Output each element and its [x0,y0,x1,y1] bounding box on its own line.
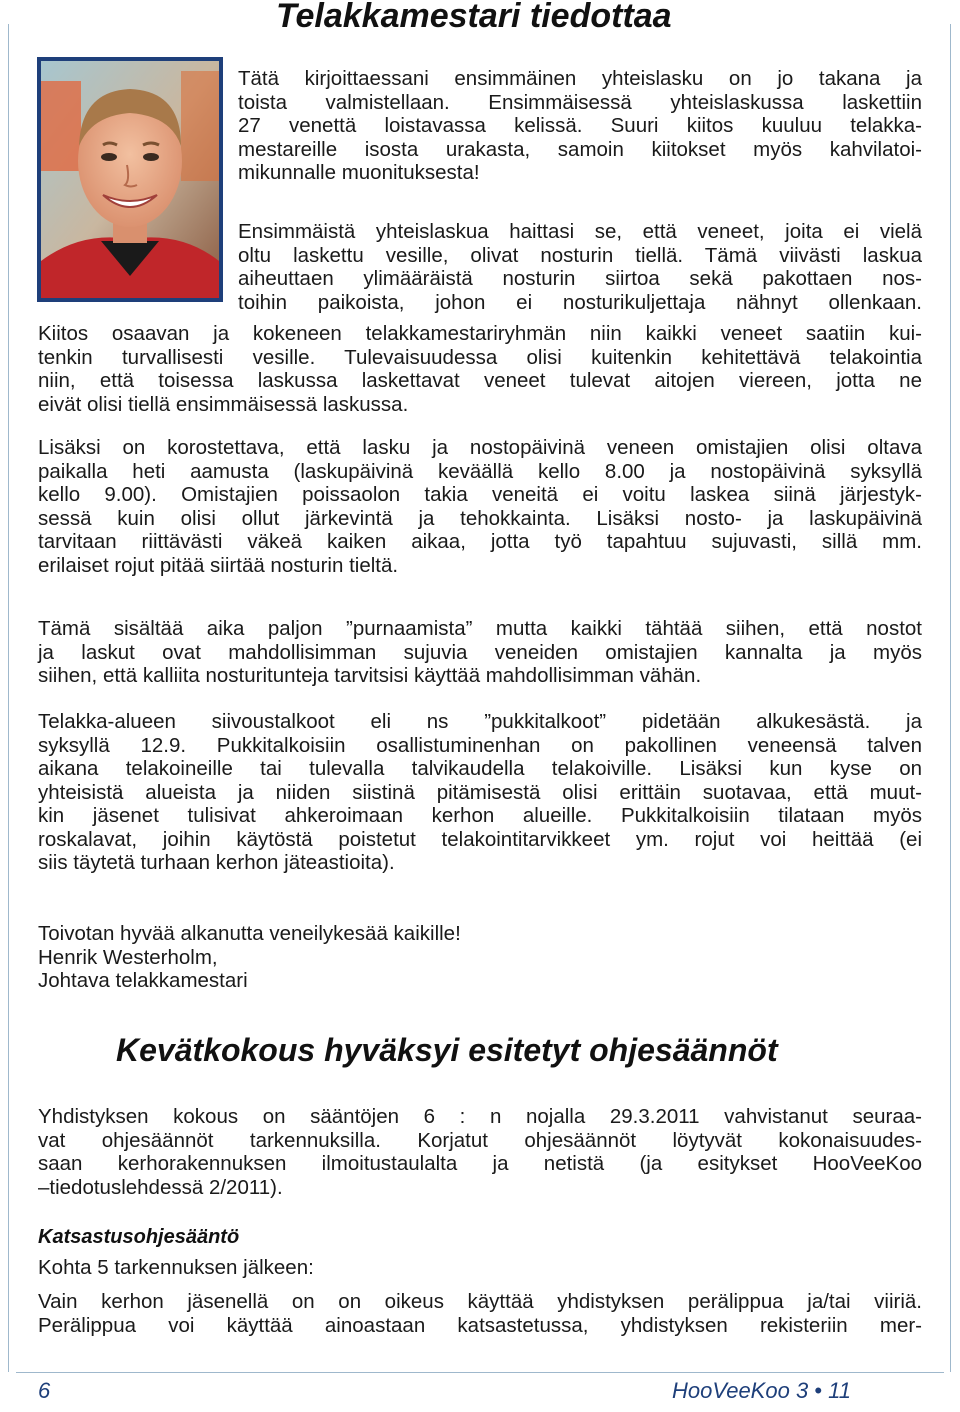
closing-signature: Toivotan hyvää alkanutta veneilykesää kaikille! Henrik Westerholm, Johtava telakkamestari [38,922,461,992]
publication-name: HooVeeKoo 3 • 11 [672,1378,851,1403]
paragraph-cleanup-talkoot: Telakka-alueen siivoustalkoot eli ns ”pukkitalkoot” pidetään alkukesästä. ja syksyllä 12.9. Pukkitalkoisiin osallistuminenhan on pakollinen veneensä talven aikana telakoineille tai tulevalla talvikaudella telakoiville. Lisäksi kun kyse on yhteisistä alueista ja niiden siistinä pitämisestä olisi erittäin suotavaa, että muut- kin jäsenet tulisivat ahkeroimaan kerhon alueille. Pukkitalkoisiin tilataan myös roskalavat, joihin käytöstä poistetut telakointitarvikkeet ym. rojut voi heittää (ei siis täytetä turhaan kerhon jäteastioita). [38,710,922,874]
subheading-katsastusohjesaanto: Katsastusohjesääntö [38,1226,240,1248]
page-border-left [8,24,9,1372]
page-border-right [950,24,951,1372]
intro-paragraph: Tätä kirjoittaessani ensimmäinen yhteislasku on jo takana ja toista valmistellaan. Ensimmäisessä yhteislaskussa laskettiin 27 venettä loistavassa kelissä. Suuri kiitos kuuluu telakka- mestareille isosta urakasta, samoin kiitokset myös kahvilatoi- mikunnalle muonituksesta! [238,67,922,184]
paragraph-first-launch-a: Ensimmäistä yhteislaskua haittasi se, että veneet, joita ei vielä oltu laskettu vesille, olivat nosturin tiellä. Tämä viivästi laskua aiheuttaen ylimääräistä nosturin siirtoa sekä pakottaen nos- toihin paikoista, johon ei nosturikuljettaja nähnyt ollenkaan. [238,220,922,314]
paragraph-flag-rule: Vain kerhon jäsenellä on on oikeus käyttää yhdistyksen perälippua ja/tai viiriä. Perälippua voi käyttää ainoastaan katsastetussa, yhdistyksen rekisteriin mer- [38,1290,922,1337]
section-title-kevatkokous: Kevätkokous hyväksyi esitetyt ohjesäännöt [116,1032,778,1068]
paragraph-rules-confirmed: Yhdistyksen kokous on sääntöjen 6 : n nojalla 29.3.2011 vahvistanut seuraa- vat ohjesäännöt tarkennuksilla. Korjatut ohjesäännöt löytyvät kokonaisuudes- saan kerhorakennuksen ilmoitustaulalta ja netistä (ja esitykset HooVeeKoo –tiedotuslehdessä 2/2011). [38,1105,922,1199]
page-number: 6 [38,1378,51,1403]
footer-rule [16,1372,944,1373]
author-portrait-photo [41,61,219,298]
paragraph-owners-presence: Lisäksi on korostettava, että lasku ja nostopäivinä veneen omistajien olisi oltava paikalla heti aamusta (laskupäivinä keväällä kello 8.00 ja nostopäivinä syksyllä kello 9.00). Omistajien poissaolon takia veneitä ei voitu laskea siinä järjestyk- sessä kuin olisi ollut järkevintä ja tehokkainta. Lisäksi nosto- ja laskupäivinä tarvitaan riittävästi väkeä kaiken aikaa, jotta työ tapahtuu sujuvasti, sillä mm. erilaiset rojut pitää siirtää nosturin tieltä. [38,436,922,577]
paragraph-first-launch-b: Kiitos osaavan ja kokeneen telakkamestariryhmän niin kaikki veneet saatiin kui- tenkin turvallisesti vesille. Tulevaisuudessa olisi kuitenkin kehitettävä telakointia niin, että toisessa laskussa laskettavat veneet tulevat aitojen viereen, jotta ne eivät olisi tiellä ensimmäisessä laskussa. [38,322,922,416]
author-photo-frame [37,57,223,302]
paragraph-complaints: Tämä sisältää aika paljon ”purnaamista” mutta kaikki tähtää siihen, että nostot ja laskut ovat mahdollisimman sujuvia veneiden omistajien kannalta ja myös siihen, että kalliita nosturitunteja tarvitsisi käyttää mahdollisimman vähän. [38,617,922,687]
kohta-line: Kohta 5 tarkennuksen jälkeen: [38,1256,314,1279]
article-title: Telakkamestari tiedottaa [276,0,672,35]
